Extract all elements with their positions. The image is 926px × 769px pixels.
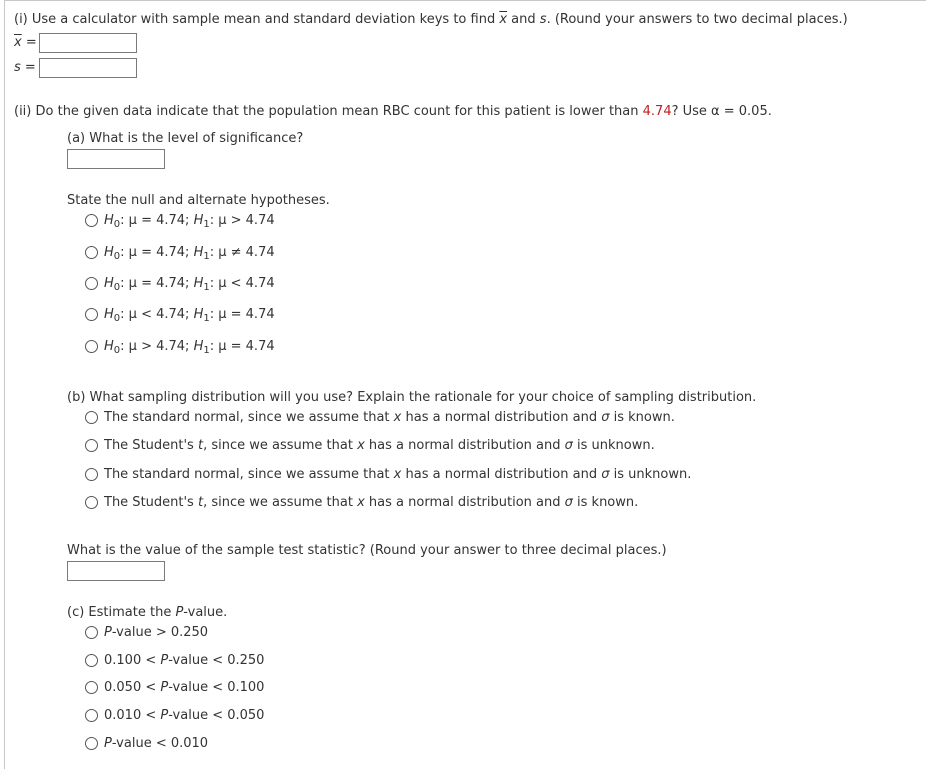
part-c-question: (c) Estimate the P-value.: [67, 605, 228, 620]
pvalue-radio-3[interactable]: [85, 681, 98, 694]
hypothesis-radio-1[interactable]: [85, 214, 98, 227]
hypothesis-option-5: $H_0$: μ > 4.74; $H_1$: μ = 4.74: [104, 339, 275, 356]
xbar-input[interactable]: [39, 33, 137, 53]
hypothesis-radio-2[interactable]: [85, 246, 98, 259]
hypotheses-prompt: State the null and alternate hypotheses.: [67, 193, 330, 208]
distribution-option-3: The standard normal, since we assume that x has a normal distribution and σ is unknown.: [104, 467, 692, 482]
distribution-radio-1[interactable]: [85, 411, 98, 424]
xbar-label: $\overline{x}$ =: [14, 35, 37, 50]
pvalue-option-2: 0.100 < P-value < 0.250: [104, 653, 265, 668]
hypothesis-option-4: $H_0$: μ < 4.74; $H_1$: μ = 4.74: [104, 307, 275, 324]
part-a-question: (a) What is the level of significance?: [67, 131, 304, 146]
hypothesis-radio-3[interactable]: [85, 277, 98, 290]
distribution-radio-3[interactable]: [85, 468, 98, 481]
hypothesis-radio-5[interactable]: [85, 340, 98, 353]
distribution-option-2: The Student's t, since we assume that x has a normal distribution and σ is unknown.: [104, 438, 655, 453]
hypothesis-option-2: $H_0$: μ = 4.74; $H_1$: μ ≠ 4.74: [104, 245, 275, 262]
part-b-question: (b) What sampling distribution will you use? Explain the rationale for your choice of sampling distribution.: [67, 390, 757, 405]
distribution-option-1: The standard normal, since we assume that x has a normal distribution and σ is known.: [104, 410, 675, 425]
significance-input[interactable]: [67, 149, 165, 169]
pvalue-option-4: 0.010 < P-value < 0.050: [104, 708, 265, 723]
test-statistic-question: What is the value of the sample test statistic? (Round your answer to three decimal places.): [67, 543, 667, 558]
pvalue-radio-5[interactable]: [85, 737, 98, 750]
s-input[interactable]: [39, 58, 137, 78]
s-label: s =: [14, 60, 36, 75]
pvalue-radio-2[interactable]: [85, 654, 98, 667]
test-statistic-input[interactable]: [67, 561, 165, 581]
pvalue-radio-1[interactable]: [85, 626, 98, 639]
hypothesis-option-3: $H_0$: μ = 4.74; $H_1$: μ < 4.74: [104, 276, 275, 293]
part-ii-prompt: (ii) Do the given data indicate that the population mean RBC count for this patient is lower than 4.74? Use α = 0.05.: [14, 104, 772, 119]
distribution-radio-2[interactable]: [85, 439, 98, 452]
hypothesis-option-1: $H_0$: μ = 4.74; $H_1$: μ > 4.74: [104, 213, 275, 230]
pvalue-option-5: P-value < 0.010: [104, 736, 209, 751]
part-i-prompt: (i) Use a calculator with sample mean and standard deviation keys to find $\overline{x}$ and s. (Round your answers to two decimal places.): [14, 12, 848, 27]
hypothesis-radio-4[interactable]: [85, 308, 98, 321]
pvalue-radio-4[interactable]: [85, 709, 98, 722]
distribution-option-4: The Student's t, since we assume that x has a normal distribution and σ is known.: [104, 495, 639, 510]
pvalue-option-1: P-value > 0.250: [104, 625, 209, 640]
pvalue-option-3: 0.050 < P-value < 0.100: [104, 680, 265, 695]
distribution-radio-4[interactable]: [85, 496, 98, 509]
